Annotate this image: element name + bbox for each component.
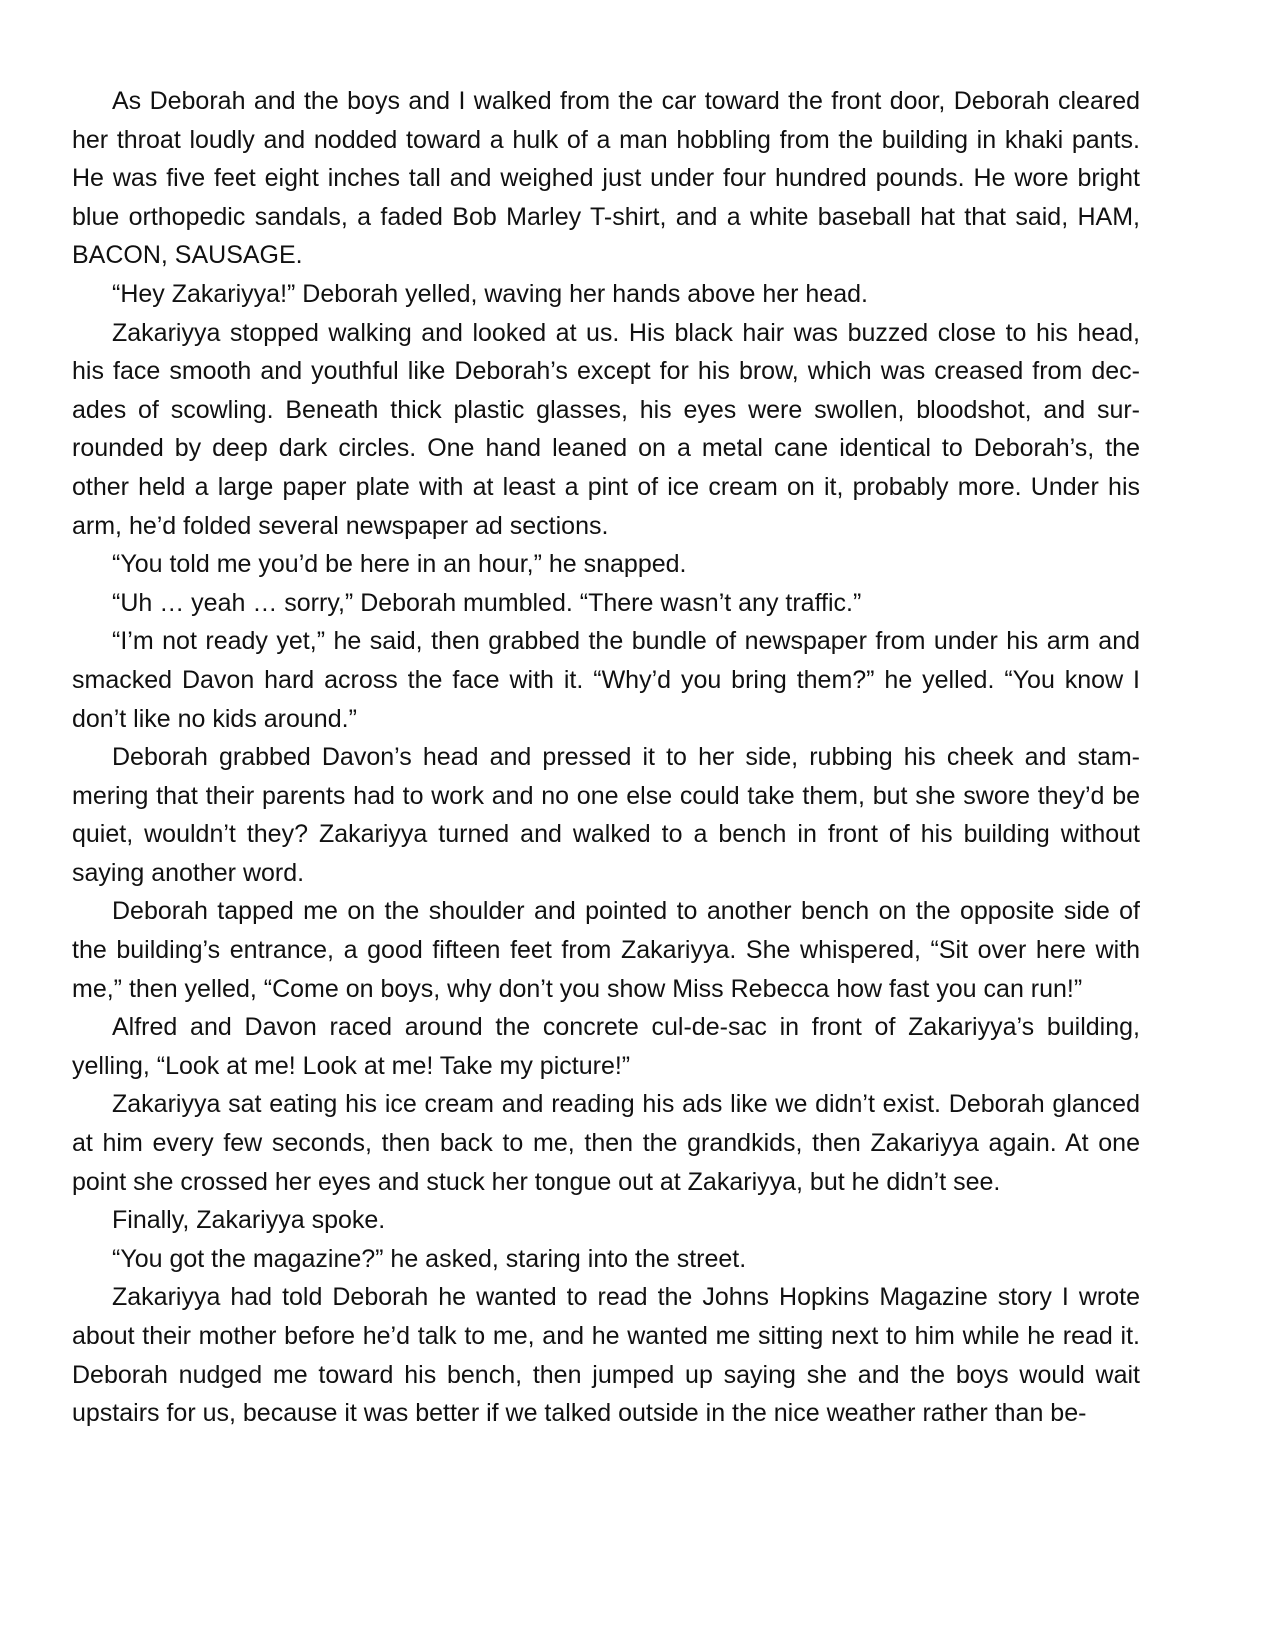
paragraph: Zakariyya had told Deborah he wanted to read the Johns Hopkins Magazine story I wrote about their mother before he’d talk to me, and he wanted me sitting next to him while he read it. Deborah nudged me toward his bench, then jumped up saying she and the boys would wait upstairs for us, because it was better if we talked outside in the nice weather rather than be- <box>72 1283 1140 1428</box>
page-body <box>72 82 1140 1433</box>
paragraph: As Deborah and the boys and I walked from the car toward the front door, Deborah cleared her throat loudly and nodded toward a hulk of a man hobbling from the building in khaki pants. He was five feet eight inches tall and weighed just under four hundred pounds. He wore bright blue orthopedic sandals, a faded Bob Marley T-shirt, and a white baseball hat that said, HAM, BACON, SAUSAGE. <box>72 87 1140 270</box>
paragraph: Finally, Zakariyya spoke. <box>112 1206 386 1235</box>
paragraph: Deborah tapped me on the shoulder and pointed to another bench on the opposite side of the building’s entrance, a good fifteen feet from Zakariyya. She whispered, “Sit over here with me,” then yelled, “Come on boys, why don’t you show Miss Rebecca how fast you can run!” <box>72 897 1140 1003</box>
paragraph: Deborah grabbed Davon’s head and pressed it to her side, rubbing his cheek and stammering that their parents had to work and no one else could take them, but she swore they’d be quiet, wouldn’t they? Zakariyya turned and walked to a bench in front of his building without saying another word. <box>72 743 1140 887</box>
paragraph: Alfred and Davon raced around the concrete cul-de-sac in front of Zakariyya’s building, yelling, “Look at me! Look at me! Take my picture!” <box>72 1013 1140 1080</box>
paragraph: Zakariyya stopped walking and looked at us. His black hair was buzzed close to his head, his face smooth and youthful like Deborah’s except for his brow, which was creased from decades of scowling. Beneath thick plastic glasses, his eyes were swollen, bloodshot, and surrounded by deep dark circles. One hand leaned on a metal cane identical to Deborah’s, the other held a large paper plate with at least a pint of ice cream on it, probably more. Under his arm, he’d folded several newspaper ad sections. <box>72 318 1140 540</box>
paragraph: “Uh … yeah … sorry,” Deborah mumbled. “There wasn’t any traffic.” <box>112 588 862 617</box>
paragraph: “Hey Zakariyya!” Deborah yelled, waving her hands above her head. <box>112 279 868 308</box>
paragraph: “You told me you’d be here in an hour,” he snapped. <box>112 550 687 579</box>
paragraph: Zakariyya sat eating his ice cream and reading his ads like we didn’t exist. Deborah glanced at him every few seconds, then back to me, then the grandkids, then Zakariyya again. At one point she crossed her eyes and stuck her tongue out at Zakariyya, but he didn’t see. <box>72 1090 1140 1196</box>
paragraph: “You got the magazine?” he asked, staring into the street. <box>112 1244 747 1273</box>
paragraph: “I’m not ready yet,” he said, then grabbed the bundle of newspaper from under his arm and smacked Davon hard across the face with it. “Why’d you bring them?” he yelled. “You know I don’t like no kids around.” <box>72 627 1140 733</box>
